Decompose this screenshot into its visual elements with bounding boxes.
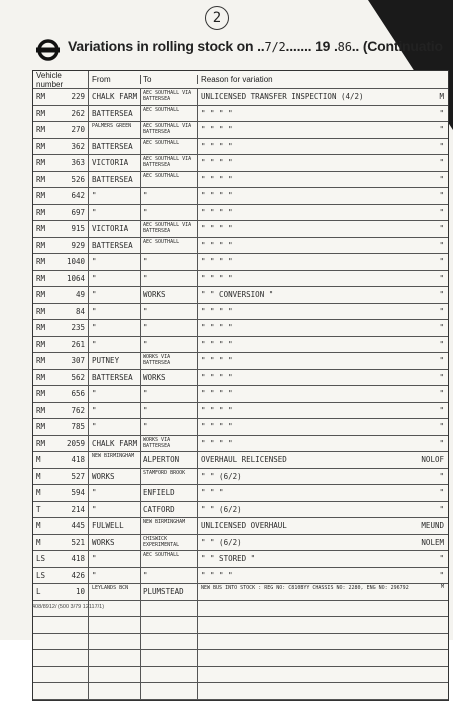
reason-end-mark: " xyxy=(439,290,444,299)
vehicle-number-cell xyxy=(33,485,89,501)
from-cell: " xyxy=(89,419,141,435)
to-cell: ENFIELD xyxy=(141,485,198,501)
reason-text: " " " " xyxy=(201,257,233,266)
table-row xyxy=(33,89,448,106)
reason-cell xyxy=(198,584,448,600)
page-number: 2 xyxy=(205,6,229,30)
vehicle-num: 929 xyxy=(71,240,85,250)
reason-end-mark: " xyxy=(439,389,444,398)
vehicle-num: 2059 xyxy=(66,438,85,448)
table-row xyxy=(33,337,448,354)
to-cell: STAMFORD BROOK xyxy=(141,469,198,485)
reason-cell xyxy=(198,502,448,518)
vehicle-number-cell xyxy=(33,139,89,155)
reason-end-mark: " xyxy=(439,488,444,497)
vehicle-number-cell xyxy=(33,584,89,600)
to-cell: NEW BIRMINGHAM xyxy=(141,518,198,534)
reason-text: NEW BUS INTO STOCK : REG NO: C810BYY CHASSIS NO: 2280, ENG NO: 296792 xyxy=(201,585,409,591)
reason-cell xyxy=(198,353,448,369)
table-row xyxy=(33,188,448,205)
reason-cell xyxy=(198,172,448,188)
to-cell: " xyxy=(141,271,198,287)
to-cell: CHISWICK EXPERIMENTAL xyxy=(141,535,198,551)
reason-text: " " CONVERSION " xyxy=(201,290,274,299)
table-row xyxy=(33,238,448,255)
reason-text: " " " " xyxy=(201,273,233,283)
to-cell: PLUMSTEAD xyxy=(141,584,198,600)
vehicle-num: 229 xyxy=(71,92,85,101)
to-cell: AEC SOUTHALL xyxy=(141,551,198,567)
reason-cell xyxy=(198,403,448,419)
vehicle-type: M xyxy=(36,488,41,497)
from-cell: " xyxy=(89,320,141,336)
reason-cell xyxy=(198,188,448,204)
reason-text: " " " " xyxy=(201,224,233,233)
vehicle-num: 1040 xyxy=(66,257,85,266)
reason-end-mark: " xyxy=(439,372,444,382)
from-cell: WORKS xyxy=(89,469,141,485)
vehicle-num: 642 xyxy=(71,191,85,200)
vehicle-number-cell xyxy=(33,106,89,122)
vehicle-number-cell xyxy=(33,188,89,204)
vehicle-number-cell xyxy=(33,205,89,221)
vehicle-num: 656 xyxy=(71,389,85,398)
table-row xyxy=(33,370,448,387)
vehicle-type: RM xyxy=(36,339,46,349)
year-prefix: 19 xyxy=(315,38,331,54)
reason-text: " " " " xyxy=(201,191,233,200)
table-row xyxy=(33,403,448,420)
to-cell: " xyxy=(141,419,198,435)
reason-text: " " " " xyxy=(201,389,233,398)
reason-end-mark: " xyxy=(439,356,444,365)
to-cell: " xyxy=(141,188,198,204)
vehicle-num: 262 xyxy=(71,108,85,118)
table-row xyxy=(33,436,448,453)
from-cell: " xyxy=(89,485,141,501)
vehicle-num: 762 xyxy=(71,405,85,415)
reason-end-mark: " xyxy=(439,438,444,448)
reason-text: " " " " xyxy=(201,158,233,167)
from-cell: BATTERSEA xyxy=(89,172,141,188)
table-row xyxy=(33,419,448,436)
date-handwritten: 7/2 xyxy=(264,40,286,54)
reason-cell xyxy=(198,254,448,270)
vehicle-number-cell xyxy=(33,221,89,237)
reason-cell xyxy=(198,469,448,485)
col-vehicle-number: Vehicle number xyxy=(33,71,89,89)
reason-end-mark: " xyxy=(439,174,444,184)
reason-text: " " " " xyxy=(201,174,233,184)
vehicle-num: 594 xyxy=(71,488,85,497)
vehicle-type: T xyxy=(36,504,41,514)
reason-end-mark: " xyxy=(439,108,444,118)
reason-cell xyxy=(198,122,448,138)
vehicle-type: RM xyxy=(36,323,46,332)
blank-row xyxy=(33,683,448,700)
reason-cell xyxy=(198,419,448,435)
vehicle-number-cell xyxy=(33,419,89,435)
vehicle-type: RM xyxy=(36,290,46,299)
table-row xyxy=(33,122,448,139)
reason-cell xyxy=(198,304,448,320)
vehicle-type: RM xyxy=(36,438,46,448)
reason-cell xyxy=(198,271,448,287)
reason-cell xyxy=(198,155,448,171)
reason-end-mark: " xyxy=(439,471,444,481)
table-header xyxy=(33,71,448,89)
reason-cell xyxy=(198,89,448,105)
reason-cell xyxy=(198,221,448,237)
table-row xyxy=(33,535,448,552)
reason-end-mark: " xyxy=(439,224,444,233)
table-row xyxy=(33,221,448,238)
to-cell: ALPERTON xyxy=(141,452,198,468)
to-cell: AEC SOUTHALL xyxy=(141,106,198,122)
table-row xyxy=(33,353,448,370)
vehicle-type: RM xyxy=(36,356,46,365)
vehicle-type: RM xyxy=(36,207,46,217)
vehicle-type: RM xyxy=(36,92,46,101)
vehicle-num: 445 xyxy=(71,521,85,530)
from-cell: " xyxy=(89,337,141,353)
to-cell: " xyxy=(141,337,198,353)
reason-text: OVERHAUL RELICENSED xyxy=(201,455,287,464)
vehicle-number-cell xyxy=(33,535,89,551)
table-row xyxy=(33,518,448,535)
reason-text: " " (6/2) xyxy=(201,471,242,481)
reason-text: " " " " xyxy=(201,108,233,118)
vehicle-type: LS xyxy=(36,554,46,563)
col-reason: Reason for variation xyxy=(201,75,273,84)
reason-cell xyxy=(198,205,448,221)
reason-text: " " " " xyxy=(201,207,233,217)
vehicle-type: RM xyxy=(36,273,46,283)
vehicle-type: M xyxy=(36,471,41,481)
vehicle-type: M xyxy=(36,455,41,464)
vehicle-num: 785 xyxy=(71,422,85,431)
reason-text: " " (6/2) xyxy=(201,504,242,514)
title-suffix: (Continuatio xyxy=(362,38,443,54)
from-cell: BATTERSEA xyxy=(89,106,141,122)
from-cell: VICTORIA xyxy=(89,155,141,171)
to-cell: " xyxy=(141,568,198,584)
table-row xyxy=(33,485,448,502)
reason-end-mark: " xyxy=(439,158,444,167)
vehicle-type: RM xyxy=(36,108,46,118)
reason-end-mark: " xyxy=(439,323,444,332)
to-cell: WORKS VIA BATTERSEA xyxy=(141,353,198,369)
to-cell: WORKS VIA BATTERSEA xyxy=(141,436,198,452)
vehicle-type: RM xyxy=(36,174,46,184)
from-cell: " xyxy=(89,287,141,303)
vehicle-type: RM xyxy=(36,306,46,316)
vehicle-type: L xyxy=(36,587,41,596)
year-handwritten: 86 xyxy=(337,40,352,54)
reason-text: " " " " xyxy=(201,125,233,134)
from-cell: NEW BIRMINGHAM xyxy=(89,452,141,468)
reason-end-mark: " xyxy=(439,207,444,217)
vehicle-number-cell xyxy=(33,568,89,584)
reason-end-mark: " xyxy=(439,405,444,415)
vehicle-type: RM xyxy=(36,372,46,382)
vehicle-num: 521 xyxy=(71,537,85,547)
vehicle-num: 697 xyxy=(71,207,85,217)
vehicle-num: 527 xyxy=(71,471,85,481)
vehicle-number-cell xyxy=(33,518,89,534)
reason-text: " " " " xyxy=(201,372,233,382)
table-row xyxy=(33,205,448,222)
vehicle-type: M xyxy=(36,537,41,547)
vehicle-type: RM xyxy=(36,389,46,398)
reason-text: " " " " xyxy=(201,141,233,151)
vehicle-number-cell xyxy=(33,551,89,567)
blank-row xyxy=(33,617,448,634)
from-cell: CHALK FARM xyxy=(89,89,141,105)
vehicle-num: 84 xyxy=(75,306,85,316)
vehicle-num: 562 xyxy=(71,372,85,382)
from-cell: " xyxy=(89,403,141,419)
from-cell: " xyxy=(89,304,141,320)
to-cell: AEC SOUTHALL VIA BATTERSEA xyxy=(141,122,198,138)
to-cell: CATFORD xyxy=(141,502,198,518)
table-row xyxy=(33,155,448,172)
vehicle-number-cell xyxy=(33,386,89,402)
from-cell: " xyxy=(89,188,141,204)
vehicle-num: 307 xyxy=(71,356,85,365)
table-row xyxy=(33,551,448,568)
table-row xyxy=(33,254,448,271)
reason-cell xyxy=(198,370,448,386)
vehicle-num: 363 xyxy=(71,158,85,167)
reason-end-mark: " xyxy=(439,257,444,266)
table-row xyxy=(33,287,448,304)
table-row xyxy=(33,502,448,519)
roundel-logo-icon xyxy=(36,38,60,62)
reason-end-mark: " xyxy=(439,504,444,514)
vehicle-num: 915 xyxy=(71,224,85,233)
to-cell: AEC SOUTHALL xyxy=(141,139,198,155)
col-from: From xyxy=(89,75,141,84)
to-cell: AEC SOUTHALL VIA BATTERSEA xyxy=(141,221,198,237)
reason-text: UNLICENSED TRANSFER INSPECTION (4/2) xyxy=(201,92,364,101)
table-row xyxy=(33,172,448,189)
vehicle-num: 10 xyxy=(75,587,85,596)
reason-cell xyxy=(198,287,448,303)
from-cell: PALMERS GREEN xyxy=(89,122,141,138)
reason-end-mark: " xyxy=(439,554,444,563)
form-title: Variations in rolling stock on ..7/2....... 19 .86.. (Continuatio xyxy=(68,38,443,54)
vehicle-number-cell xyxy=(33,353,89,369)
blank-row xyxy=(33,667,448,684)
vehicle-num: 362 xyxy=(71,141,85,151)
reason-text: " " " " xyxy=(201,422,233,431)
vehicle-type: RM xyxy=(36,240,46,250)
reason-end-mark: M xyxy=(440,584,444,590)
reason-end-mark: MEUND xyxy=(421,521,444,530)
blank-row xyxy=(33,634,448,651)
from-cell: BATTERSEA xyxy=(89,238,141,254)
reason-end-mark: NOLEM xyxy=(421,537,444,547)
to-cell: AEC SOUTHALL VIA BATTERSEA xyxy=(141,155,198,171)
from-cell: " xyxy=(89,271,141,287)
reason-cell xyxy=(198,386,448,402)
vehicle-number-cell xyxy=(33,271,89,287)
vehicle-number-cell xyxy=(33,238,89,254)
reason-cell xyxy=(198,535,448,551)
from-cell: PUTNEY xyxy=(89,353,141,369)
vehicle-num: 270 xyxy=(71,125,85,134)
vehicle-type: RM xyxy=(36,141,46,151)
vehicle-num: 214 xyxy=(71,504,85,514)
from-cell: " xyxy=(89,205,141,221)
col-to: To xyxy=(141,75,198,84)
table-row xyxy=(33,568,448,585)
from-cell: BATTERSEA xyxy=(89,139,141,155)
vehicle-type: M xyxy=(36,521,41,530)
vehicle-number-cell xyxy=(33,320,89,336)
vehicle-number-cell xyxy=(33,155,89,171)
reason-end-mark: " xyxy=(439,191,444,200)
from-cell: " xyxy=(89,386,141,402)
vehicle-number-cell xyxy=(33,502,89,518)
from-cell: " xyxy=(89,502,141,518)
vehicle-num: 426 xyxy=(71,570,85,580)
to-cell: " xyxy=(141,320,198,336)
table-row xyxy=(33,452,448,469)
vehicle-number-cell xyxy=(33,452,89,468)
reason-text: " " " " xyxy=(201,405,233,415)
vehicle-type: RM xyxy=(36,191,46,200)
to-cell: " xyxy=(141,304,198,320)
reason-end-mark: NOLOF xyxy=(421,455,444,464)
reason-text: " " (6/2) xyxy=(201,537,242,547)
reason-text: " " " " xyxy=(201,339,233,349)
from-cell: " xyxy=(89,254,141,270)
from-cell: BATTERSEA xyxy=(89,370,141,386)
reason-cell xyxy=(198,436,448,452)
vehicle-number-cell xyxy=(33,403,89,419)
reason-text: " " " " xyxy=(201,323,233,332)
vehicle-number-cell xyxy=(33,370,89,386)
from-cell: LEYLANDS BCN xyxy=(89,584,141,600)
reason-end-mark: " xyxy=(439,306,444,316)
vehicle-num: 526 xyxy=(71,174,85,184)
to-cell: " xyxy=(141,254,198,270)
form-footer-code: 408/8912/ (500 3/79 12117/1) xyxy=(32,604,105,610)
table-row xyxy=(33,386,448,403)
vehicle-number-cell xyxy=(33,122,89,138)
from-cell: " xyxy=(89,568,141,584)
to-cell: " xyxy=(141,386,198,402)
reason-cell xyxy=(198,551,448,567)
table-row xyxy=(33,271,448,288)
reason-end-mark: " xyxy=(439,240,444,250)
reason-end-mark: M xyxy=(439,92,444,101)
reason-cell xyxy=(198,337,448,353)
vehicle-num: 235 xyxy=(71,323,85,332)
reason-cell xyxy=(198,238,448,254)
from-cell: CHALK FARM xyxy=(89,436,141,452)
vehicle-number-cell xyxy=(33,172,89,188)
reason-text: " " STORED " xyxy=(201,554,256,563)
vehicle-type: LS xyxy=(36,570,46,580)
vehicle-type: RM xyxy=(36,405,46,415)
vehicle-type: RM xyxy=(36,422,46,431)
reason-end-mark: " xyxy=(439,570,444,580)
reason-cell xyxy=(198,568,448,584)
blank-row xyxy=(33,650,448,667)
reason-text: UNLICENSED OVERHAUL xyxy=(201,521,287,530)
to-cell: WORKS xyxy=(141,370,198,386)
to-cell: WORKS xyxy=(141,287,198,303)
vehicle-num: 418 xyxy=(71,554,85,563)
reason-text: " " " " xyxy=(201,438,233,448)
reason-cell xyxy=(198,139,448,155)
from-cell: WORKS xyxy=(89,535,141,551)
reason-text: " " " xyxy=(201,488,224,497)
vehicle-type: RM xyxy=(36,125,46,134)
reason-text: " " " " xyxy=(201,240,233,250)
table-row xyxy=(33,139,448,156)
to-cell: " xyxy=(141,403,198,419)
table-row xyxy=(33,584,448,601)
title-prefix: Variations in rolling stock on xyxy=(68,38,254,54)
reason-end-mark: " xyxy=(439,141,444,151)
to-cell: AEC SOUTHALL xyxy=(141,172,198,188)
vehicle-num: 1064 xyxy=(66,273,85,283)
vehicle-num: 49 xyxy=(75,290,85,299)
reason-end-mark: " xyxy=(439,422,444,431)
vehicle-num: 261 xyxy=(71,339,85,349)
vehicle-type: RM xyxy=(36,224,46,233)
reason-cell xyxy=(198,452,448,468)
reason-end-mark: " xyxy=(439,339,444,349)
from-cell: FULWELL xyxy=(89,518,141,534)
vehicle-number-cell xyxy=(33,337,89,353)
reason-text: " " " " xyxy=(201,356,233,365)
reason-cell xyxy=(198,485,448,501)
table-row xyxy=(33,469,448,486)
reason-end-mark: " xyxy=(439,273,444,283)
to-cell: AEC SOUTHALL VIA BATTERSEA xyxy=(141,89,198,105)
reason-cell xyxy=(198,320,448,336)
vehicle-number-cell xyxy=(33,436,89,452)
reason-cell xyxy=(198,518,448,534)
reason-text: " " " " xyxy=(201,306,233,316)
to-cell: " xyxy=(141,205,198,221)
table-row xyxy=(33,304,448,321)
reason-cell xyxy=(198,106,448,122)
table-row xyxy=(33,320,448,337)
vehicle-num: 418 xyxy=(71,455,85,464)
from-cell: VICTORIA xyxy=(89,221,141,237)
vehicle-number-cell xyxy=(33,469,89,485)
to-cell: AEC SOUTHALL xyxy=(141,238,198,254)
vehicle-number-cell xyxy=(33,304,89,320)
from-cell: " xyxy=(89,551,141,567)
vehicle-number-cell xyxy=(33,89,89,105)
vehicle-type: RM xyxy=(36,158,46,167)
reason-text: " " " " xyxy=(201,570,233,580)
vehicle-number-cell xyxy=(33,287,89,303)
vehicle-type: RM xyxy=(36,257,46,266)
vehicle-number-cell xyxy=(33,254,89,270)
reason-end-mark: " xyxy=(439,125,444,134)
table-row xyxy=(33,106,448,123)
